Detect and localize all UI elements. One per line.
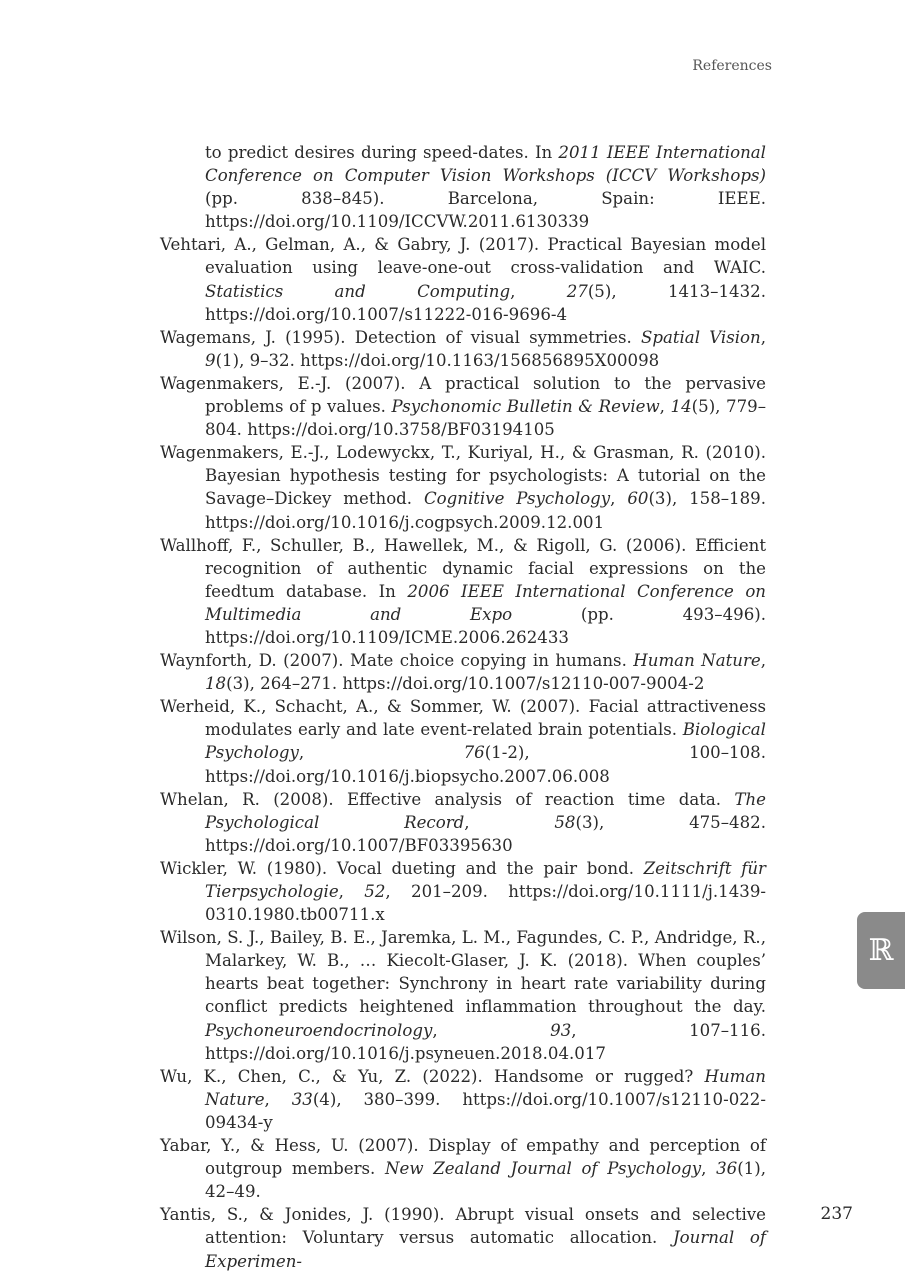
reference-entry: to predict desires during speed-dates. In 2011 IEEE International Conference on Computer Vision Workshops (ICCV Workshops) (pp. 838–845). Barcelona, Spain: IEEE. https://doi.org/10.1109/ICCVW.2011.6130339 [205, 143, 766, 232]
reference-entry: Wallhoff, F., Schuller, B., Hawellek, M., & Rigoll, G. (2006). Efficient recognition of authentic dynamic facial expressions on the feedtum database. In 2006 IEEE International Conference on Multimedia and Expo (pp. 493–496). https://doi.org/10.1109/ICME.2006.262433 [160, 535, 766, 647]
section-tab-letter: ℝ [868, 933, 894, 968]
running-head: References [692, 58, 772, 74]
reference-entry: Werheid, K., Schacht, A., & Sommer, W. (2007). Facial attractiveness modulates early and late event-related brain potentials. Biological Psychology, 76(1-2), 100–108. https://doi.org/10.1016/j.biopsycho.2007.06.008 [160, 697, 766, 786]
reference-list [160, 141, 766, 1273]
reference-entry: Wilson, S. J., Bailey, B. E., Jaremka, L. M., Fagundes, C. P., Andridge, R., Malarkey, W. B., … Kiecolt-Glaser, J. K. (2018). When couples’ hearts beat together: Synchrony in heart rate variability during conflict predicts heightened inflammation throughout the day. Psychoneuroendocrinology, 93, 107–116. https://doi.org/10.1016/j.psyneuen.2018.04.017 [160, 928, 766, 1063]
reference-entry: Wu, K., Chen, C., & Yu, Z. (2022). Handsome or rugged? Human Nature, 33(4), 380–399. https://doi.org/10.1007/s12110-022-09434-y [160, 1066, 766, 1132]
reference-entry: Wagenmakers, E.-J. (2007). A practical solution to the pervasive problems of p values. Psychonomic Bulletin & Review, 14(5), 779–804. https://doi.org/10.3758/BF03194105 [160, 373, 766, 440]
section-tab [857, 912, 905, 989]
reference-entry: Wagemans, J. (1995). Detection of visual symmetries. Spatial Vision, 9(1), 9–32. https://doi.org/10.1163/156856895X00098 [160, 327, 766, 370]
reference-entry: Wagenmakers, E.-J., Lodewyckx, T., Kuriyal, H., & Grasman, R. (2010). Bayesian hypothesis testing for psychologists: A tutorial on the Savage–Dickey method. Cognitive Psychology, 60(3), 158–189. https://doi.org/10.1016/j.cogpsych.2009.12.001 [160, 443, 766, 532]
reference-entry: Whelan, R. (2008). Effective analysis of reaction time data. The Psychological Record, 58(3), 475–482. https://doi.org/10.1007/BF03395630 [160, 789, 766, 855]
page-number: 237 [820, 1204, 853, 1224]
reference-entry: Vehtari, A., Gelman, A., & Gabry, J. (2017). Practical Bayesian model evaluation using leave-one-out cross-validation and WAIC. Statistics and Computing, 27(5), 1413–1432. https://doi.org/10.1007/s11222-016-9696-4 [160, 235, 766, 324]
reference-entry: Waynforth, D. (2007). Mate choice copying in humans. Human Nature, 18(3), 264–271. https://doi.org/10.1007/s12110-007-9004-2 [160, 651, 766, 694]
reference-entry: Wickler, W. (1980). Vocal dueting and the pair bond. Zeitschrift für Tierpsychologie, 52, 201–209. https://doi.org/10.1111/j.1439-0310.1980.tb00711.x [160, 858, 766, 925]
reference-entry: Yantis, S., & Jonides, J. (1990). Abrupt visual onsets and selective attention: Voluntary versus automatic allocation. Journal of Experimen- [160, 1205, 766, 1271]
reference-entry: Yabar, Y., & Hess, U. (2007). Display of empathy and perception of outgroup members. New Zealand Journal of Psychology, 36(1), 42–49. [160, 1136, 766, 1202]
